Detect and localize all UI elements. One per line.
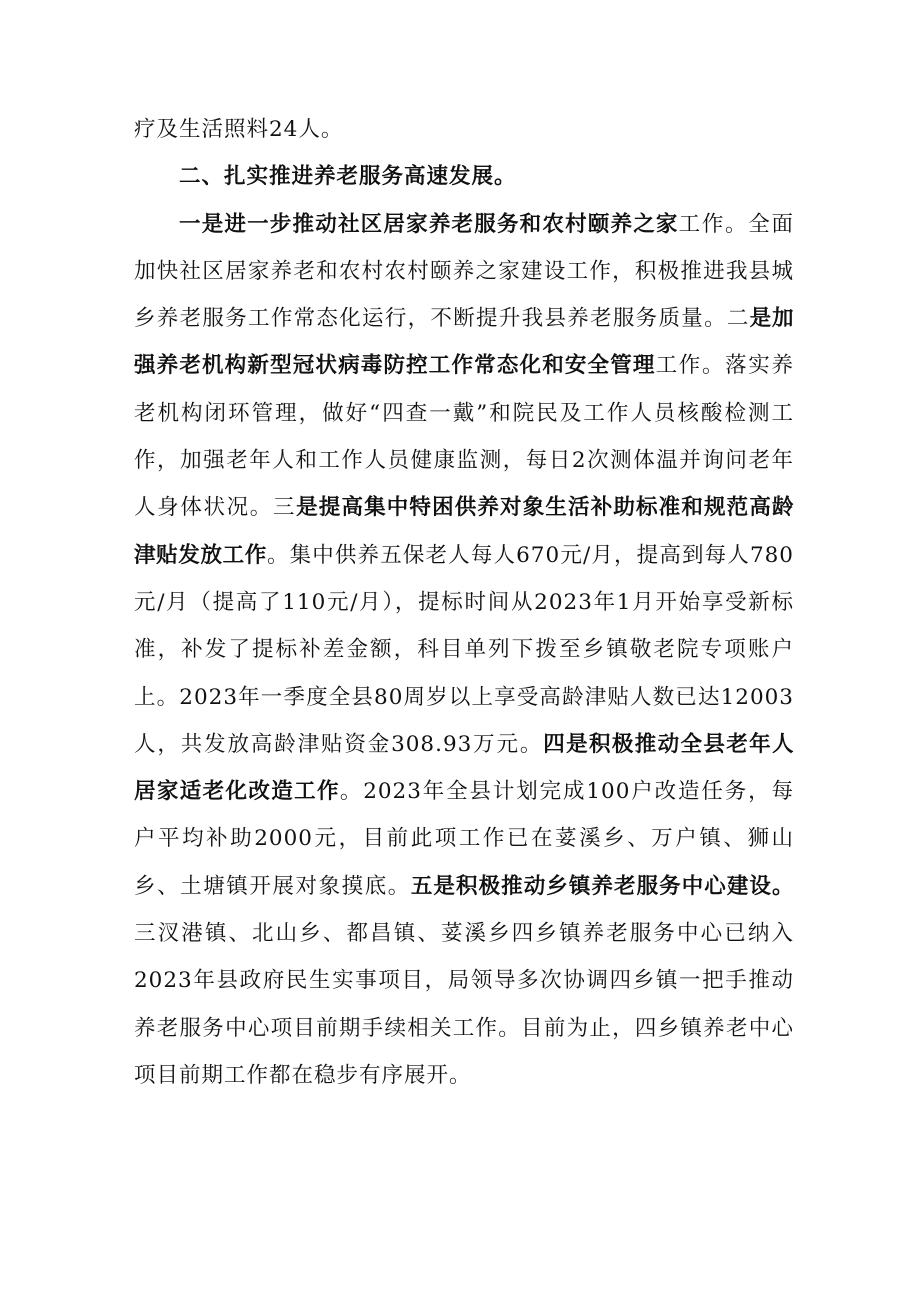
bold-item-2: 是加强养老机构新型冠状病毒防控工作常态化和安全管理 — [134, 306, 794, 379]
item-2-text: 工作。落实养老机构闭环管理，做好“四查一戴”和院民及工作人员核酸检测工作，加强老年人和工作人员健康监测，每日2次测体温并询问老年人身体状况。三 — [134, 353, 794, 521]
section-heading — [134, 153, 794, 200]
paragraph-continuation — [134, 106, 794, 153]
item-4-text: 。2023年全县计划完成100户改造任务，每户平均补助2000元，目前此项工作已在荽溪乡、万户镇、狮山乡、土塘镇开展对象摸底。 — [134, 779, 794, 899]
body-paragraph — [134, 201, 794, 1100]
paragraph-text: 疗及生活照料24人。 — [134, 117, 344, 142]
section-heading-text: 二、扎实推进养老服务高速发展。 — [179, 164, 517, 190]
item-1-text: 工作。全面加快社区居家养老和农村农村颐养之家建设工作，积极推进我县城乡养老服务工作常态化运行，不断提升我县养老服务质量。二 — [134, 211, 794, 332]
bold-item-5: 五是积极推动乡镇养老服务中心建设。 — [410, 873, 794, 899]
document-body — [134, 106, 794, 1099]
item-3-text: 。集中供养五保老人每人670元/月，提高到每人780元/月（提高了110元/月），提标时间从2023年1月开始享受新标准，补发了提标补差金额，科目单列下拨至乡镇敬老院专项账户上。2023年一季度全县80周岁以上享受高龄津贴人数已达12003人，共发放高龄津贴资金308.93万元。 — [134, 542, 794, 757]
item-5-text: 三汊港镇、北山乡、都昌镇、荽溪乡四乡镇养老服务中心已纳入2023年县政府民生实事项目，局领导多次协调四乡镇一把手推动养老服务中心项目前期手续相关工作。目前为止，四乡镇养老中心项目前期工作都在稳步有序展开。 — [134, 921, 794, 1088]
bold-item-1: 一是进一步推动社区居家养老服务和农村颐养之家 — [179, 211, 679, 237]
bold-item-4: 四是积极推动全县老年人居家适老化改造工作 — [134, 731, 794, 805]
bold-item-3: 是提高集中特困供养对象生活补助标准和规范高龄津贴发放工作 — [134, 495, 794, 568]
